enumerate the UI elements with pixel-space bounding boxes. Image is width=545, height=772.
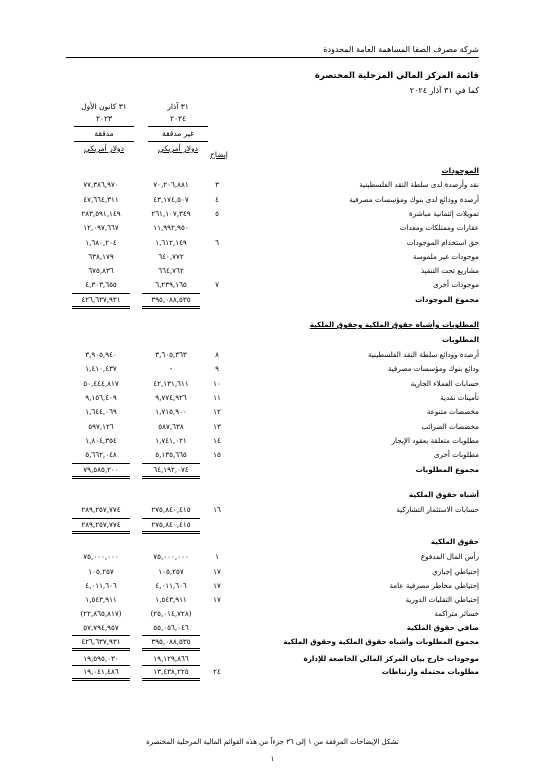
row-value-prior: ١٠٥,٢٥٧ (88, 567, 114, 576)
table-row (66, 463, 479, 476)
row-value-prior: ٥,٦٦٢,٠٤٨ (85, 450, 117, 459)
row-value-prior: ٧٩,٥٨٥,٢٠٠ (83, 465, 119, 474)
row-label: مجموع المطلوبات (415, 465, 479, 474)
row-label: ودائع بنوك ومؤسسات مصرفية (387, 364, 479, 373)
total-rule-top (72, 518, 130, 519)
table-row (66, 420, 479, 433)
row-label: عقارات وممتلكات ومعدات (399, 223, 479, 232)
row-label: نقد وأرصدة لدى سلطة النقد الفلسطينية (359, 180, 479, 189)
table-row (66, 665, 479, 678)
row-label: حق استخدام الموجودات (406, 238, 479, 247)
row-value-prior: ١,٨٠٤,٣٥٤ (85, 436, 117, 445)
row-note: ٦ (215, 238, 219, 247)
column-year: ٢٠٢٤ (169, 114, 187, 123)
row-value-current: ١,٧٤١,٠٢١ (155, 436, 187, 445)
row-label: موجودات غير ملموسة (412, 252, 479, 261)
row-note: ١١ (213, 393, 221, 402)
row-label: موجودات أخرى (433, 280, 479, 289)
total-rule-bottom (142, 531, 200, 532)
total-rule-bottom (142, 306, 200, 307)
company-name: شركة مصرف الصفا المساهمة العامة المحدودة (323, 45, 479, 54)
total-rule-double (142, 533, 200, 534)
total-rule-double (72, 680, 130, 681)
statement-title: قائمة المركز المالي المرحلية المختصرة (314, 71, 479, 81)
table-row (66, 221, 479, 234)
row-label: صافي حقوق الملكية (406, 623, 479, 632)
row-label: حسابات العملاء الجارية (410, 379, 479, 388)
table-row (66, 405, 479, 418)
total-rule-bottom (142, 678, 200, 679)
total-rule-top (72, 665, 130, 666)
row-value-current: ٩,٧٧٤,٩٢٦ (155, 393, 187, 402)
row-value-prior: ١٩,٠٤١,٤٨٦ (83, 667, 119, 676)
row-value-current: - (169, 364, 173, 373)
table-row (66, 164, 479, 177)
row-value-prior: ١,٦٤٤,٠٦٩ (85, 407, 117, 416)
row-note: ٥ (215, 209, 219, 218)
table-row (66, 565, 479, 578)
row-value-current: ٦٤,١٩٢,٠٧٤ (153, 465, 189, 474)
row-label: المطلوبات (441, 335, 479, 344)
row-label: مطلوبات متعلقة بعقود الإيجار (391, 436, 479, 445)
table-row (66, 318, 479, 331)
total-rule-double (72, 308, 130, 309)
row-value-prior: ٥٠,٤٤٤,٨١٧ (83, 379, 119, 388)
column-currency: دولار أمريكي (158, 144, 198, 153)
row-value-prior: ٢٨٣,٥٩١,١٤٩ (81, 209, 121, 218)
row-note: ٩ (215, 364, 219, 373)
row-value-current: ٦٦٤,٧٦٢ (158, 266, 184, 275)
row-value-current: ٦,٢٣٩,١٦٥ (155, 280, 187, 289)
row-note: ١٧ (213, 567, 221, 576)
total-rule-bottom (72, 648, 130, 649)
table-row (66, 550, 479, 563)
row-note: ٢٤ (213, 667, 221, 676)
column-separator (74, 126, 134, 127)
row-value-prior: ٥٧,٧٩٤,٩٥٧ (83, 623, 119, 632)
table-row (66, 348, 479, 361)
total-rule-bottom (72, 306, 130, 307)
column-year: ٢٠٢٣ (95, 114, 113, 123)
row-value-prior: ٤,٠١١,٦٠٦ (85, 581, 117, 590)
row-value-prior: ٤٢٦,٦٣٧,٩٣١ (81, 295, 121, 304)
column-separator (74, 141, 134, 142)
total-rule-top (142, 463, 200, 464)
row-value-current: ٢٧٥,٨٤٠,٤١٥ (151, 505, 191, 514)
total-rule-double (142, 308, 200, 309)
column-currency: دولار أمريكي (84, 144, 124, 153)
row-label: تمويلات إئتمانية مباشرة (409, 209, 479, 218)
column-header-current (140, 101, 216, 155)
row-label: أرصدة وودائع لدى بنوك ومؤسسات مصرفية (349, 195, 479, 204)
row-value-prior: ٢٨٩,٢٥٧,٧٧٤ (81, 520, 121, 529)
table-row (66, 607, 479, 620)
row-value-current: ٣٩٥,٠٨٨,٥٣٥ (151, 295, 191, 304)
row-value-prior: ١,٥٤٣,٩١١ (85, 595, 117, 604)
row-value-current: ٢٦١,١٠٧,٣٤٩ (151, 209, 191, 218)
row-value-prior: ٦٣٨,١٧٩ (88, 252, 114, 261)
total-rule-double (72, 478, 130, 479)
total-rule-top (72, 293, 130, 294)
column-separator (148, 126, 208, 127)
column-audit: مدققة (94, 129, 114, 138)
row-value-prior: ٦٧٥,٨٣٦ (88, 266, 114, 275)
table-row (66, 207, 479, 220)
row-value-current: ٧٥,٠٠٠,٠٠٠ (153, 552, 189, 561)
total-rule-double (142, 650, 200, 651)
header-rule (66, 57, 479, 58)
row-value-prior: ٣,٩٠٥,٩٤٠ (85, 350, 117, 359)
total-rule-double (142, 478, 200, 479)
row-value-current: ١١,٩٩٢,٩٥٠ (153, 223, 189, 232)
row-note: ١٢ (213, 407, 221, 416)
row-label: الموجودات (441, 166, 479, 175)
table-row (66, 236, 479, 249)
row-value-current: ٣٩٥,٠٨٨,٥٣٥ (151, 637, 191, 646)
column-date: ٣١ كانون الأول (81, 102, 127, 111)
row-value-current: ١,٧١٥,٩٠٠ (155, 407, 187, 416)
row-value-prior: ٧٧,٣٨٦,٩٧٠ (83, 180, 119, 189)
row-label: خسائر متراكمة (434, 609, 479, 618)
row-value-current: ١,٥٤٣,٩١١ (155, 595, 187, 604)
row-value-prior: ١,٦٨٠,٢٠٤ (85, 238, 117, 247)
row-value-current: (٢٥,٠١٤,٧٢٨) (150, 609, 192, 618)
total-rule-double (142, 680, 200, 681)
row-value-prior: ٤٢٦,٦٣٧,٩٣١ (81, 637, 121, 646)
row-value-prior: (٢٢,٨٦٥,٨١٧) (80, 609, 122, 618)
row-label: مجموع المطلوبات وأشباه حقوق الملكية وحقوق الملكية (283, 637, 479, 646)
table-row (66, 178, 479, 191)
total-rule-top (142, 635, 200, 636)
total-rule-bottom (72, 531, 130, 532)
table-row (66, 278, 479, 291)
row-label: مطلوبات أخرى (433, 450, 479, 459)
row-value-current: ٧٠,٢٠٦,٨٨١ (153, 180, 189, 189)
total-rule-double (72, 650, 130, 651)
table-row (66, 503, 479, 516)
row-note: ٤ (215, 195, 219, 204)
row-value-current: ٢٧٥,٨٤٠,٤١٥ (151, 520, 191, 529)
row-note: ١٥ (213, 450, 221, 459)
row-value-prior: ١,٤١٠,٤٣٧ (85, 364, 117, 373)
column-date: ٣١ آذار (167, 102, 189, 111)
table-row (66, 518, 479, 531)
table-row (66, 488, 479, 501)
table-row (66, 593, 479, 606)
row-value-prior: ٩,١٥٦,٤٠٩ (85, 393, 117, 402)
row-note: ٧ (215, 280, 219, 289)
row-label: مخصصات متنوعة (426, 407, 479, 416)
row-value-current: ٥,١٣٥,٦٦٥ (155, 450, 187, 459)
row-value-prior: ٤٧,٦٦٤,٣١١ (83, 195, 119, 204)
table-row (66, 362, 479, 375)
column-header-prior (66, 101, 142, 155)
row-note: ٨ (215, 350, 219, 359)
row-value-current: ١٣,٤٣٨,٢٢٥ (153, 667, 189, 676)
row-label: إحتياطي مخاطر مصرفية عامة (389, 581, 479, 590)
table-row (66, 264, 479, 277)
row-label: مطلوبات محتملة وارتباطات (381, 667, 479, 676)
row-value-current: ٣,٦٠٥,٣٦٣ (155, 350, 187, 359)
row-label: مخصصات الضرائب (421, 422, 479, 431)
note-column-header: إيضاح (210, 150, 228, 159)
row-value-current: ٥٨٧,٦٣٨ (158, 422, 184, 431)
row-value-current: ٤٣,١٧٤,٥٠٧ (153, 195, 189, 204)
row-value-prior: ٧٥,٠٠٠,٠٠٠ (83, 552, 119, 561)
row-label: موجودات خارج بيان المركز المالي الخاضعة للإدارة (303, 654, 479, 663)
table-row (66, 535, 479, 548)
row-value-prior: ١٩,٥٩٥,٠٣٠ (83, 654, 119, 663)
total-rule-top (142, 665, 200, 666)
table-row (66, 391, 479, 404)
row-label: أشباه حقوق الملكية (408, 490, 479, 499)
table-row (66, 434, 479, 447)
row-value-current: ١٩,١٢٩,٨٦٦ (153, 654, 189, 663)
row-note: ١٠ (213, 379, 221, 388)
row-label: المطلوبات وأشباه حقوق الملكية وحقوق الملكية (309, 320, 479, 329)
row-label: إحتياطي إجباري (432, 567, 479, 576)
footer-note: تشكل الإيضاحات المرفقة من ١ إلى ٣٦ جزءاً من هذه القوائم المالية المرحلية المختصرة (146, 738, 399, 746)
row-value-current: ٤٢,١٣١,٦١١ (153, 379, 189, 388)
row-value-current: ٤,٠١١,٦٠٦ (155, 581, 187, 590)
total-rule-top (142, 293, 200, 294)
row-note: ٣ (215, 180, 219, 189)
total-rule-top (72, 463, 130, 464)
row-value-current: ١,٦١٢,١٤٩ (155, 238, 187, 247)
row-value-prior: ١٢,٠٩٧,٦٦٧ (83, 223, 119, 232)
table-row (66, 293, 479, 306)
table-row (66, 448, 479, 461)
column-separator (148, 141, 208, 142)
table-row (66, 579, 479, 592)
total-rule-top (142, 518, 200, 519)
row-value-current: ٦٤٠,٧٧٢ (158, 252, 184, 261)
statement-date: كما في ٣١ آذار ٢٠٢٤ (409, 86, 479, 95)
row-note: ١٦ (213, 505, 221, 514)
row-note: ١٧ (213, 595, 221, 604)
row-note: ١ (215, 552, 219, 561)
row-note: ١٣ (213, 422, 221, 431)
table-row (66, 193, 479, 206)
table-row (66, 652, 479, 665)
table-row (66, 377, 479, 390)
total-rule-bottom (142, 476, 200, 477)
row-value-prior: ٤,٣٠٣,٦٥٥ (85, 280, 117, 289)
row-label: رأس المال المدفوع (420, 552, 479, 561)
row-value-current: ٥٥,٠٥٦,٠٤٦ (153, 623, 189, 632)
row-value-prior: ٢٨٩,٢٥٧,٧٧٤ (81, 505, 121, 514)
row-value-prior: ٥٩٧,١٢٦ (88, 422, 114, 431)
row-label: أرصدة وودائع سلطة النقد الفلسطينية (368, 350, 479, 359)
page-number: ١ (270, 755, 275, 763)
row-label: مشاريع تحت التنفيذ (420, 266, 479, 275)
table-row (66, 621, 479, 634)
row-note: ١٧ (213, 581, 221, 590)
table-row (66, 635, 479, 648)
table-row (66, 250, 479, 263)
total-rule-bottom (142, 648, 200, 649)
total-rule-bottom (72, 476, 130, 477)
total-rule-double (72, 533, 130, 534)
table-row (66, 333, 479, 346)
row-label: مجموع الموجودات (415, 295, 479, 304)
row-label: تأمينات نقدية (440, 393, 479, 402)
column-audit: غير مدققة (161, 129, 195, 138)
row-label: إحتياطي التقلبات الدورية (405, 595, 479, 604)
total-rule-top (72, 635, 130, 636)
row-label: حسابات الاستثمار التشاركية (396, 505, 479, 514)
row-label: حقوق الملكية (430, 537, 479, 546)
total-rule-bottom (72, 678, 130, 679)
row-value-current: ١٠٥,٢٥٧ (158, 567, 184, 576)
row-note: ١٤ (213, 436, 221, 445)
